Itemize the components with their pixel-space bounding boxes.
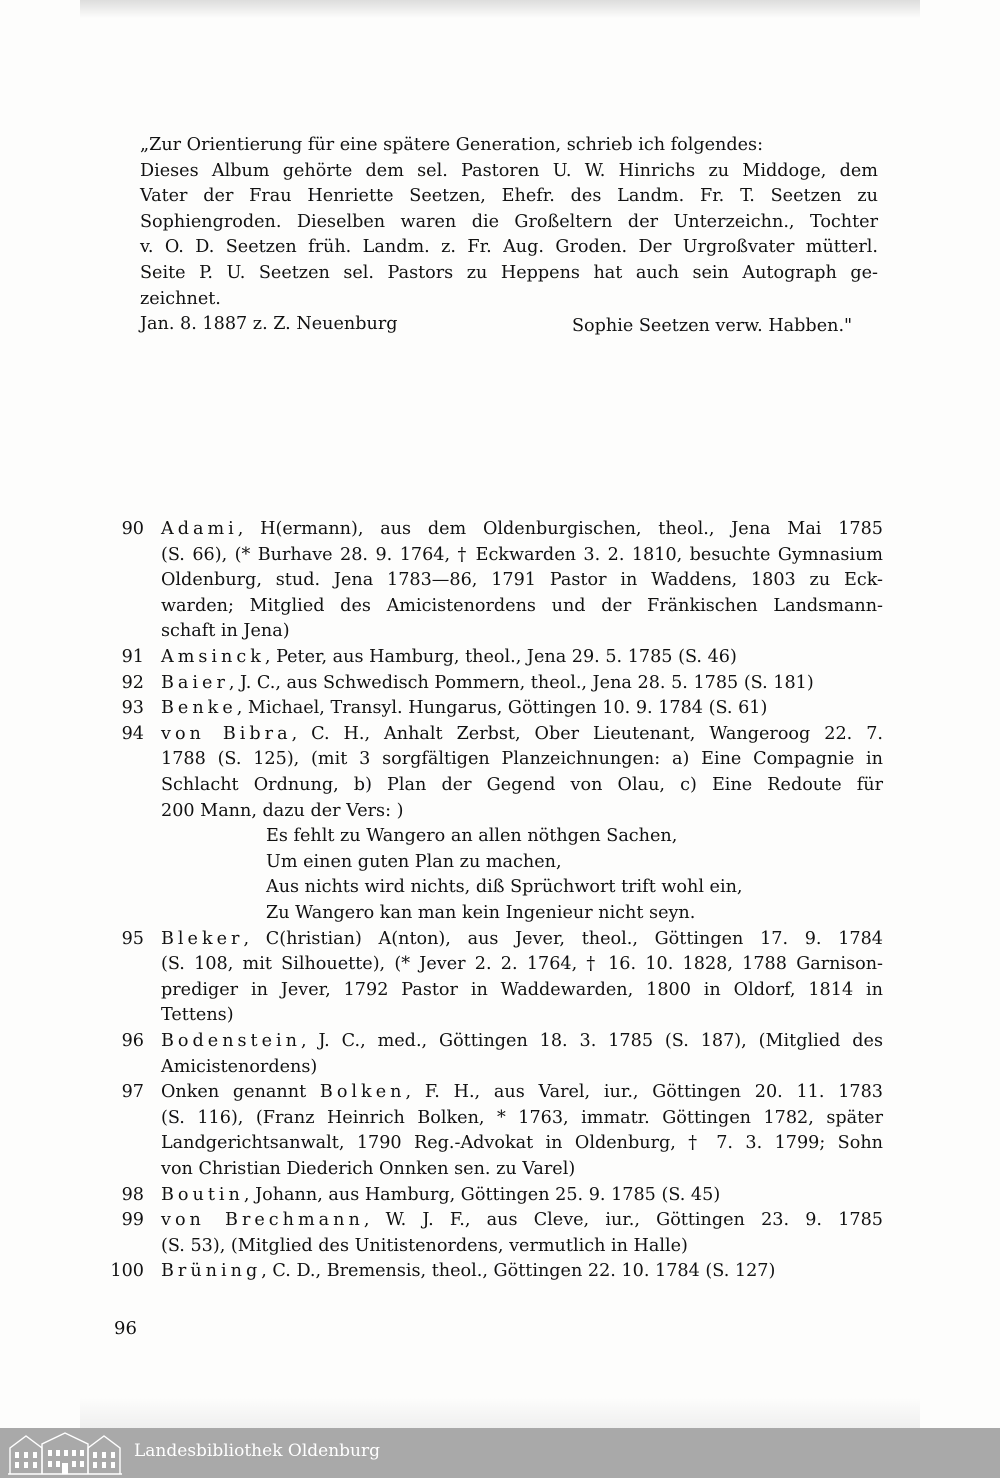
entry-details: , W. J. F., aus Cleve, iur., Göttingen 23. 9. 1785: [363, 1210, 883, 1231]
intro-signature: Sophie Seetzen verw. Habben.": [572, 316, 853, 337]
intro-place-date: Jan. 8. 1887 z. Z. Neuenburg: [140, 314, 398, 335]
entry-number: 91: [121, 647, 144, 667]
entry-name: Amsinck: [161, 647, 265, 667]
entry-name: Brechmann: [225, 1210, 364, 1231]
entry-name: Boutin: [161, 1184, 244, 1205]
entry-details: , C. H., Anhalt Zerbst, Ober Lieutenant, Wangeroog 22. 7.: [291, 723, 883, 744]
entry-line: [161, 1260, 775, 1282]
entry-line: [161, 697, 767, 719]
verse-line: Zu Wangero kan man kein Ingenieur nicht seyn.: [266, 903, 696, 923]
entry-number: 96: [121, 1031, 144, 1051]
entry-line: schaft in Jena): [161, 621, 290, 642]
intro-line: zeichnet.: [140, 288, 221, 309]
entry-number: 99: [121, 1210, 144, 1231]
intro-line: Vater der Frau Henriette Seetzen, Ehefr. des Landm. Fr. T. Seetzen zu: [140, 186, 878, 207]
entry-line: prediger in Jever, 1792 Pastor in Waddewarden, 1800 in Oldorf, 1814 in: [161, 979, 883, 1000]
entry-details: , F. H., aus Varel, iur., Göttingen 20. 11. 1783: [405, 1082, 884, 1103]
entry-number: 93: [121, 698, 144, 719]
entry-number: 100: [110, 1261, 144, 1282]
intro-line: „Zur Orientierung für eine spätere Generation, schrieb ich folgendes:: [140, 135, 764, 155]
entry-line: (S. 66), (* Burhave 28. 9. 1764, † Eckwarden 3. 2. 1810, besuchte Gymnasium: [161, 544, 883, 565]
entry-details: , Johann, aus Hamburg, Göttingen 25. 9. 1785 (S. 45): [243, 1184, 721, 1205]
scan-shadow-top: [80, 0, 920, 18]
entry-line: [161, 1081, 883, 1103]
entry-line: Landgerichtsanwalt, 1790 Reg.-Advokat in Oldenburg, † 7. 3. 1799; Sohn: [161, 1133, 883, 1154]
intro-line: Dieses Album gehörte dem sel. Pastoren U. W. Hinrichs zu Middoge, dem: [140, 160, 878, 181]
entry-line: Oldenburg, stud. Jena 1783—86, 1791 Pastor in Waddens, 1803 zu Eck-: [161, 570, 883, 591]
entry-line: [161, 1030, 883, 1052]
entry-number: 94: [121, 723, 144, 744]
intro-line: Sophiengroden. Dieselben waren die Großeltern der Unterzeichn., Tochter: [140, 211, 878, 232]
entry-number: 97: [121, 1082, 144, 1103]
entry-line: von Christian Diederich Onnken sen. zu Varel): [161, 1159, 576, 1179]
entry-line: [161, 646, 737, 668]
entry-line: 1788 (S. 125), (mit 3 sorgfältigen Planzeichnungen: a) Eine Compagnie in: [161, 749, 883, 770]
entry-line: [161, 1184, 720, 1206]
entry-line: (S. 116), (Franz Heinrich Bolken, * 1763, immatr. Göttingen 1782, später: [161, 1107, 883, 1128]
page-number: 96: [114, 1318, 137, 1339]
verse-line: Es fehlt zu Wangero an allen nöthgen Sachen,: [266, 826, 678, 847]
entry-line: (S. 53), (Mitglied des Unitistenordens, vermutlich in Halle): [161, 1235, 688, 1256]
verse-line: Um einen guten Plan zu machen,: [266, 851, 562, 872]
entry-name: Baier: [161, 672, 229, 693]
entry-prefix: von: [161, 1210, 226, 1231]
entry-line: [161, 723, 883, 745]
entry-number: 95: [121, 928, 144, 949]
entry-line: Tettens): [161, 1005, 234, 1026]
entry-line: [161, 1209, 883, 1231]
verse-line: Aus nichts wird nichts, diß Sprüchwort trift wohl ein,: [266, 877, 743, 898]
entry-name: Adami: [161, 519, 238, 539]
entry-line: [161, 928, 883, 950]
entry-line: (S. 108, mit Silhouette), (* Jever 2. 2. 1764, † 16. 10. 1828, 1788 Garnison-: [161, 954, 883, 975]
entry-details: , C(hristian) A(nton), aus Jever, theol., Göttingen 17. 9. 1784: [243, 928, 883, 949]
entry-name: Bleker: [161, 928, 244, 949]
entry-line: [161, 672, 814, 694]
intro-line: Seite P. U. Seetzen sel. Pastors zu Heppens hat auch sein Autograph ge-: [140, 263, 878, 283]
entry-line: 200 Mann, dazu der Vers: ): [161, 800, 404, 821]
library-footer-bar: [0, 1428, 1000, 1478]
entry-name: Brüning: [161, 1261, 262, 1282]
entry-name: Bodenstein: [161, 1031, 301, 1051]
entry-name: Bibra: [222, 723, 292, 744]
entry-prefix: Onken genannt: [161, 1082, 320, 1103]
intro-line: v. O. D. Seetzen früh. Landm. z. Fr. Aug. Groden. Der Urgroßvater mütterl.: [140, 237, 878, 258]
entry-line: Amicistenordens): [161, 1056, 318, 1077]
entry-details: , J. C., med., Göttingen 18. 3. 1785 (S. 187), (Mitglied des: [301, 1031, 883, 1051]
entry-details: , J. C., aus Schwedisch Pommern, theol., Jena 28. 5. 1785 (S. 181): [228, 672, 814, 693]
scan-shadow-bottom: [80, 1398, 920, 1428]
entry-line: [161, 518, 883, 540]
library-name: Landesbibliothek Oldenburg: [134, 1441, 381, 1461]
entry-details: , C. D., Bremensis, theol., Göttingen 22. 10. 1784 (S. 127): [261, 1261, 776, 1282]
entry-line: Schlacht Ordnung, b) Plan der Gegend von Olau, c) Eine Redoute für: [161, 775, 883, 795]
entry-details: , Michael, Transyl. Hungarus, Göttingen 10. 9. 1784 (S. 61): [236, 698, 768, 719]
entry-name: Bolken: [319, 1082, 406, 1103]
entry-number: 90: [121, 519, 144, 539]
entry-details: , Peter, aus Hamburg, theol., Jena 29. 5. 1785 (S. 46): [264, 647, 737, 667]
entry-line: warden; Mitglied des Amicistenordens und der Fränkischen Landsmann-: [161, 595, 883, 616]
entry-prefix: von: [161, 723, 223, 744]
library-building-icon: [6, 1430, 124, 1476]
entry-name: Benke: [161, 698, 237, 719]
entry-details: , H(ermann), aus dem Oldenburgischen, theol., Jena Mai 1785: [237, 519, 883, 539]
entry-number: 92: [121, 672, 144, 693]
entry-number: 98: [121, 1184, 144, 1205]
